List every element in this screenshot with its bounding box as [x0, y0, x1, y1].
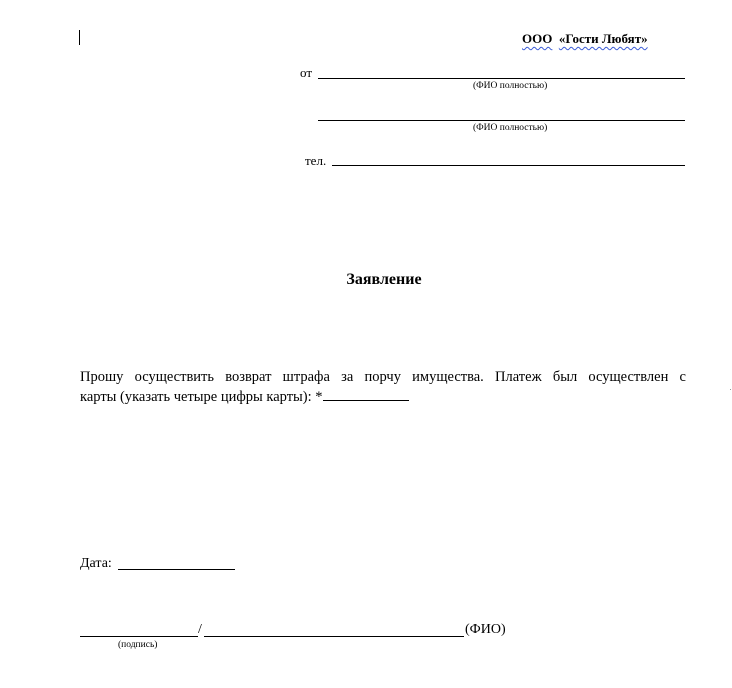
card-digits-field[interactable]: [323, 388, 409, 401]
fio-label: (ФИО): [465, 622, 506, 637]
page-edge-mark: [730, 389, 731, 390]
fio-line-2[interactable]: [318, 120, 685, 121]
date-label: Дата:: [80, 556, 112, 571]
body-paragraph: [80, 367, 686, 407]
from-name-line[interactable]: [318, 78, 685, 79]
phone-label: тел.: [305, 153, 327, 168]
org-name: «Гости Любят»: [558, 31, 648, 46]
from-label: от: [300, 65, 313, 80]
body-line-1: Прошу осуществить возврат штрафа за порчу имущества. Платеж был осуществлен с: [80, 369, 686, 385]
fio-signature-line[interactable]: [204, 636, 464, 637]
recipient-organization: [522, 31, 648, 47]
signature-line[interactable]: [80, 636, 198, 637]
document-title: Заявление: [346, 271, 422, 288]
org-prefix: ООО: [522, 31, 553, 46]
date-line[interactable]: [118, 569, 235, 570]
text-cursor: [79, 30, 80, 45]
body-line-2: карты (указать четыре цифры карты): *: [80, 389, 323, 405]
phone-line[interactable]: [332, 165, 685, 166]
signature-hint: (подпись): [118, 640, 158, 650]
fio-hint-1: (ФИО полностью): [473, 81, 548, 91]
fio-hint-2: (ФИО полностью): [473, 123, 548, 133]
signature-separator: /: [198, 622, 202, 637]
